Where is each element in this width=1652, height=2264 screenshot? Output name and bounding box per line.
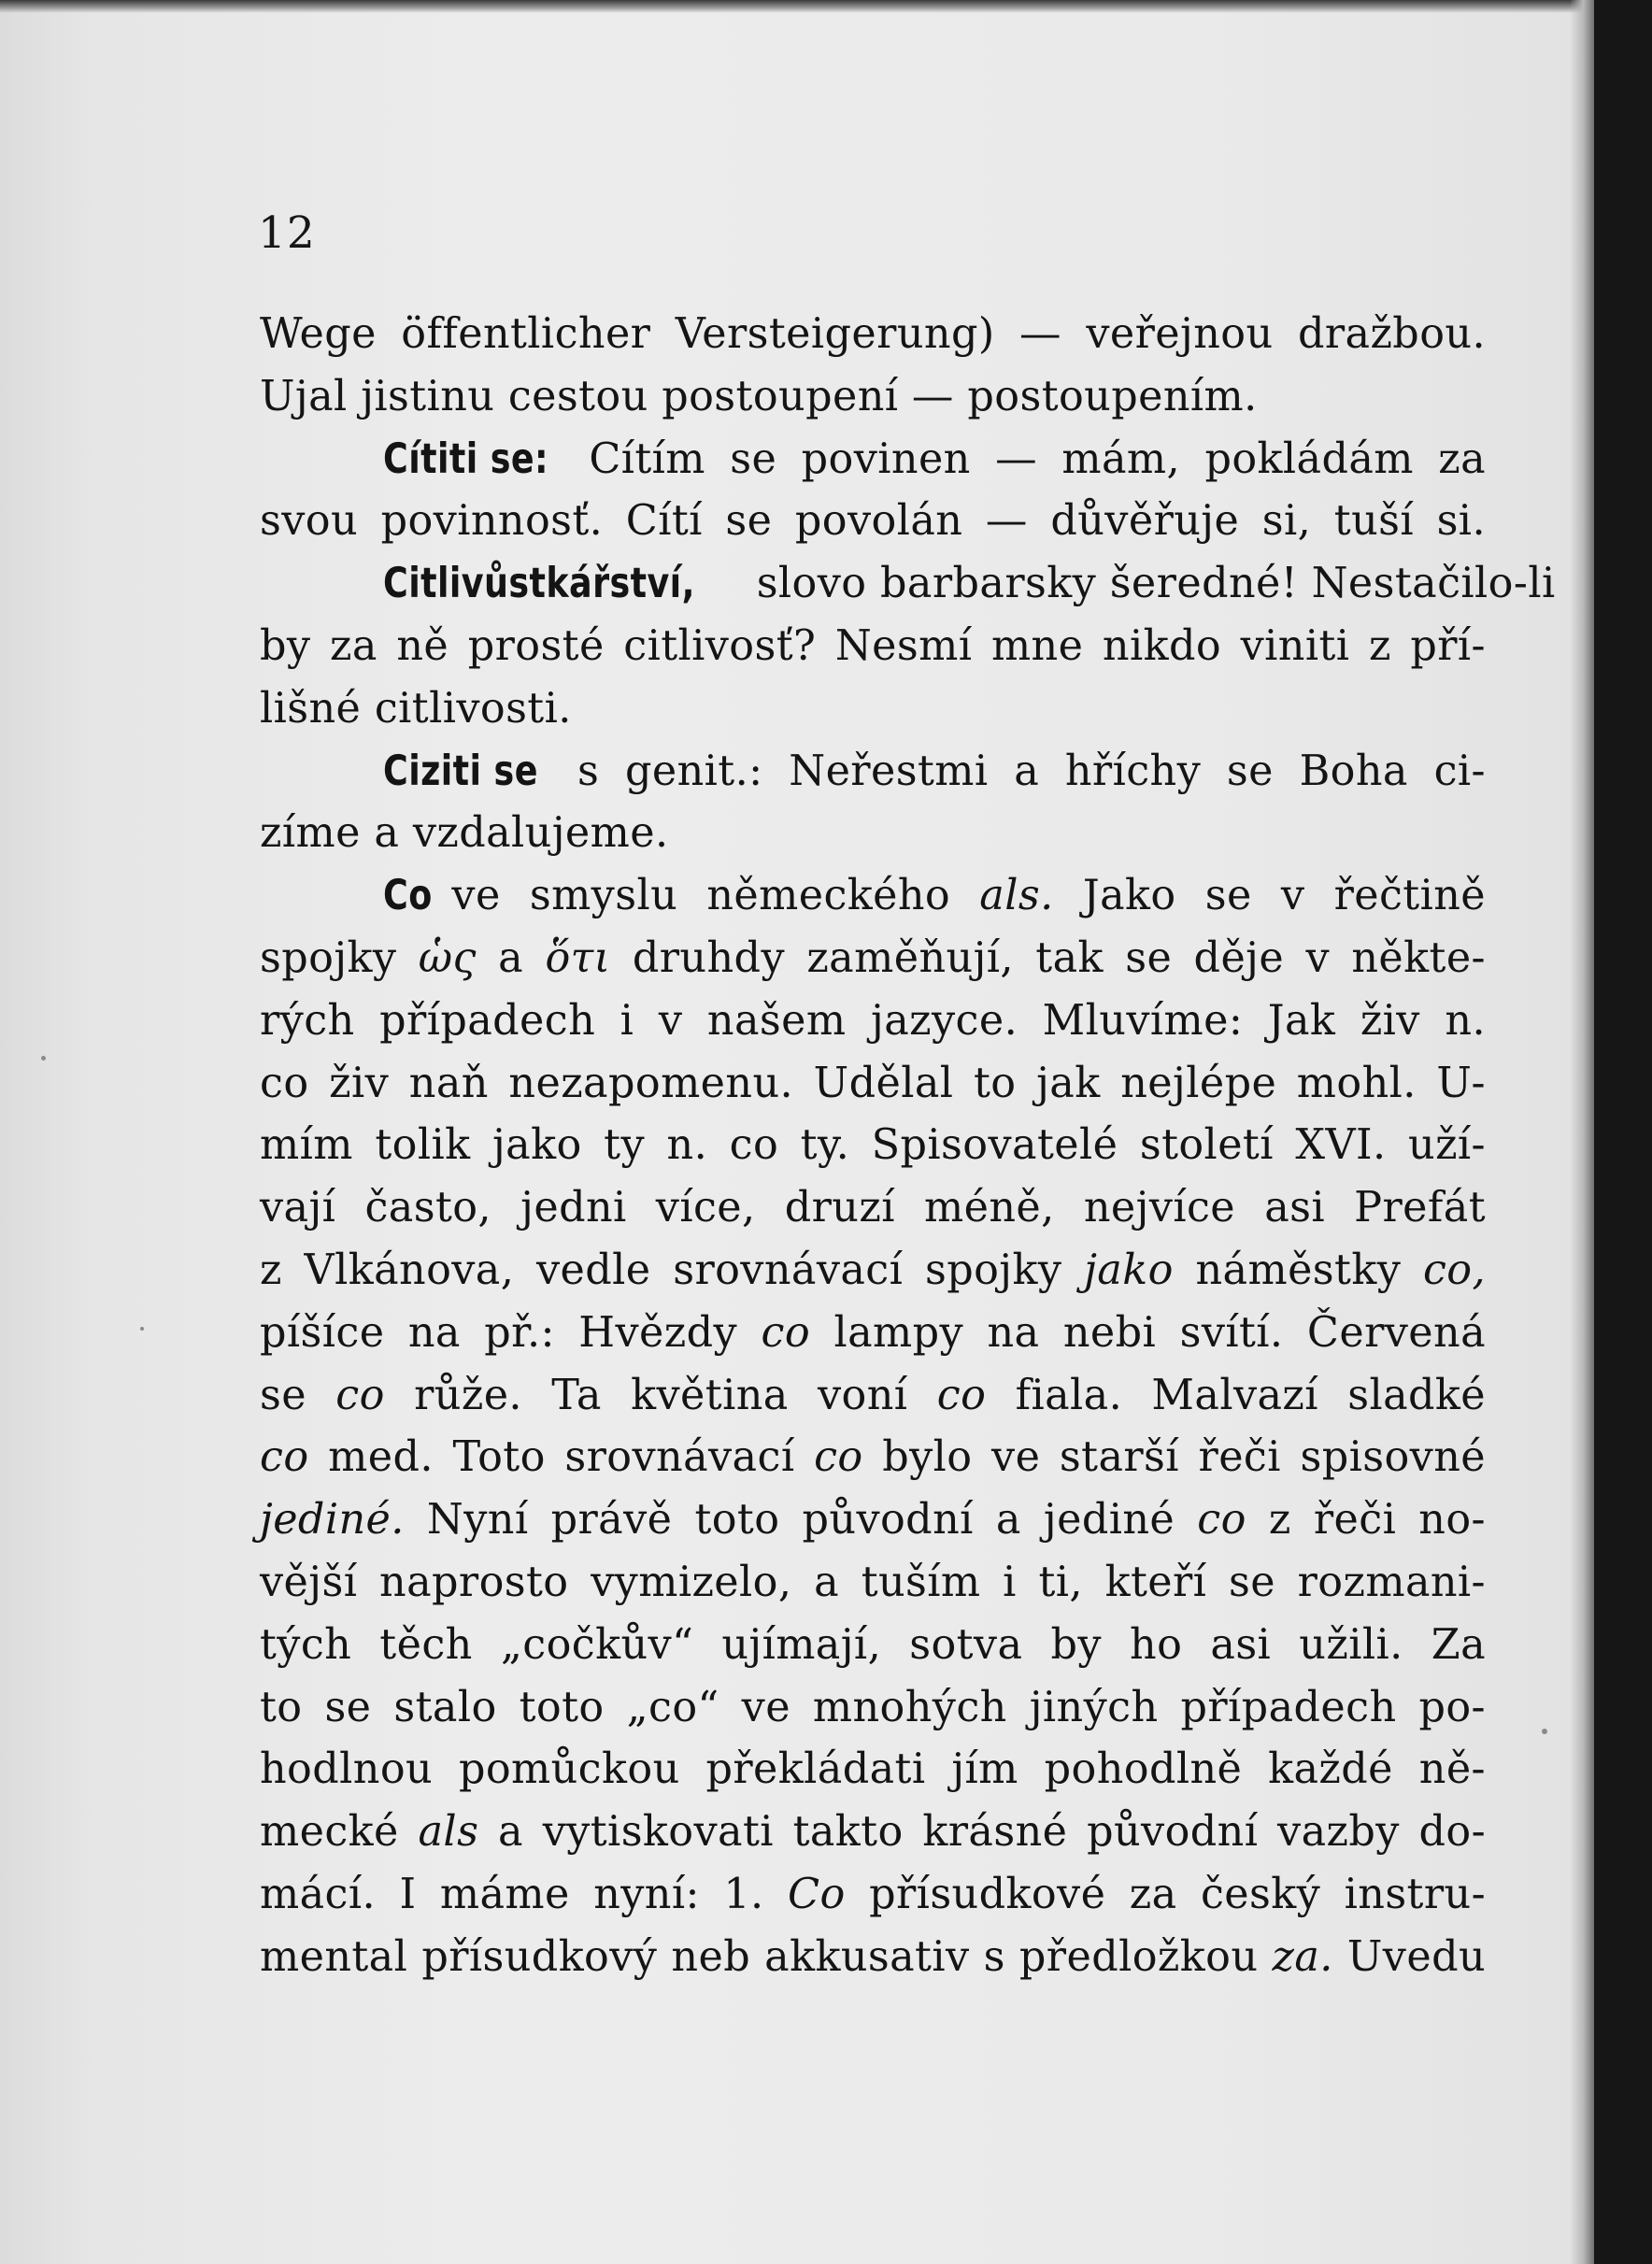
italic-word: als. (979, 872, 1054, 920)
text-line (260, 1864, 1486, 1927)
text-line: zíme a vzdalujeme. (260, 809, 669, 858)
text-span: spojky (260, 933, 397, 982)
italic-word: co (1197, 1496, 1246, 1545)
entry-term: Ciziti se (383, 747, 538, 795)
page-right-edge (1570, 0, 1594, 2264)
text-span: fiala. Malvazí sladké (1015, 1371, 1486, 1419)
text-span: Jako se v řečtině (1082, 872, 1487, 920)
text-line (260, 1365, 1486, 1428)
italic-word: co (936, 1371, 987, 1419)
text-span: mácí. I máme nyní: 1. (260, 1870, 764, 1918)
paper-speck (1542, 1729, 1547, 1734)
text-line: svou povinnosť. Cítí se povolán — důvěřuje si, tuší si. (260, 497, 1486, 546)
text-line: Ujal jistinu cestou postoupení — postoupením. (260, 372, 1258, 420)
italic-word: co, (1422, 1246, 1486, 1294)
text-line (260, 553, 1556, 616)
text-line (260, 1489, 1486, 1552)
text-line: by za ně prosté citlivosť? Nesmí mne nikdo viniti z pří- (260, 621, 1486, 670)
text-span: ve smyslu německého (451, 872, 951, 920)
text-line: to se stalo toto „co“ ve mnohých jiných případech po- (260, 1683, 1486, 1731)
italic-word: jediné. (260, 1496, 405, 1545)
text-span: mecké (260, 1808, 399, 1857)
entry-term: Cítiti se: (383, 434, 549, 483)
text-line: vají často, jedni více, druzí méně, nejvíce asi Prefát (260, 1184, 1486, 1232)
italic-word: co (814, 1433, 863, 1482)
entry-term: Co (383, 872, 433, 920)
text-span: a vytiskovati takto krásné původní vazby do- (498, 1808, 1487, 1857)
italic-word: co (335, 1371, 385, 1419)
text-line: vější naprosto vymizelo, a tuším i ti, kteří se rozmani- (260, 1558, 1486, 1606)
entry-term: Citlivůstkářství, (383, 560, 695, 608)
text-span: bylo ve starší řeči spisovné (882, 1433, 1487, 1482)
text-span: druhdy zaměňují, tak se děje v někte- (632, 933, 1486, 982)
text-line (260, 741, 1486, 804)
text-line: tých těch „cočkův“ ujímají, sotva by ho asi užili. Za (260, 1620, 1486, 1669)
text-span: med. Toto srovnávací (328, 1433, 795, 1482)
body-text (260, 304, 1556, 1989)
text-line (260, 865, 1486, 928)
text-span: z řeči no- (1268, 1496, 1486, 1545)
text-span: lampy na nebi svítí. Červená (833, 1308, 1487, 1357)
text-line: hodlnou pomůckou překládati jím pohodlně každé ně- (260, 1745, 1486, 1794)
text-line (260, 1801, 1486, 1864)
italic-word: za. (1272, 1932, 1333, 1981)
italic-word: co (260, 1433, 309, 1482)
text-span: Nyní právě toto původní a jediné (426, 1496, 1175, 1545)
text-span: s genit.: Neřestmi a hříchy se Boha ci- (577, 747, 1486, 795)
italic-word: Co (788, 1870, 846, 1918)
italic-word: co (761, 1308, 811, 1357)
page-number: 12 (258, 207, 316, 259)
greek-word: ὅτι (545, 933, 611, 982)
greek-word: ὡς (418, 933, 477, 982)
text-line (260, 1303, 1486, 1365)
italic-word: als (418, 1808, 479, 1857)
text-line: Wege öffentlicher Versteigerung) — veřejnou dražbou. (260, 310, 1486, 358)
text-span: slovo barbarsky šeredné! Nestačilo-li (756, 560, 1556, 608)
text-line: rých případech i v našem jazyce. Mluvíme: Jak živ n. (260, 996, 1486, 1045)
text-line (260, 1427, 1486, 1489)
text-line (260, 1240, 1486, 1303)
text-line (260, 1927, 1486, 1989)
text-span: Uvedu (1346, 1932, 1487, 1981)
text-span: růže. Ta květina voní (414, 1371, 908, 1419)
text-line: mím tolik jako ty n. co ty. Spisovatelé století XVI. uží- (260, 1121, 1486, 1170)
text-span: píšíce na př.: Hvězdy (260, 1308, 738, 1357)
text-span: Cítím se povinen — mám, pokládám za (589, 434, 1487, 483)
text-line: co živ naň nezapomenu. Udělal to jak nejlépe mohl. U- (260, 1059, 1486, 1107)
text-span: mental přísudkový neb akkusativ s předložkou (260, 1932, 1259, 1981)
text-span: se (260, 1371, 306, 1419)
text-line (260, 429, 1486, 491)
text-span: a (498, 933, 524, 982)
paper-speck (140, 1327, 144, 1331)
page-top-shadow (0, 0, 1594, 13)
italic-word: jako (1084, 1246, 1174, 1294)
text-span: z Vlkánova, vedle srovnávací spojky (260, 1246, 1062, 1294)
text-span: náměstky (1195, 1246, 1402, 1294)
paper-speck (41, 1056, 46, 1061)
text-span: přísudkové za český instru- (869, 1870, 1487, 1918)
text-line (260, 928, 1486, 990)
text-line: lišné citlivosti. (260, 684, 572, 733)
